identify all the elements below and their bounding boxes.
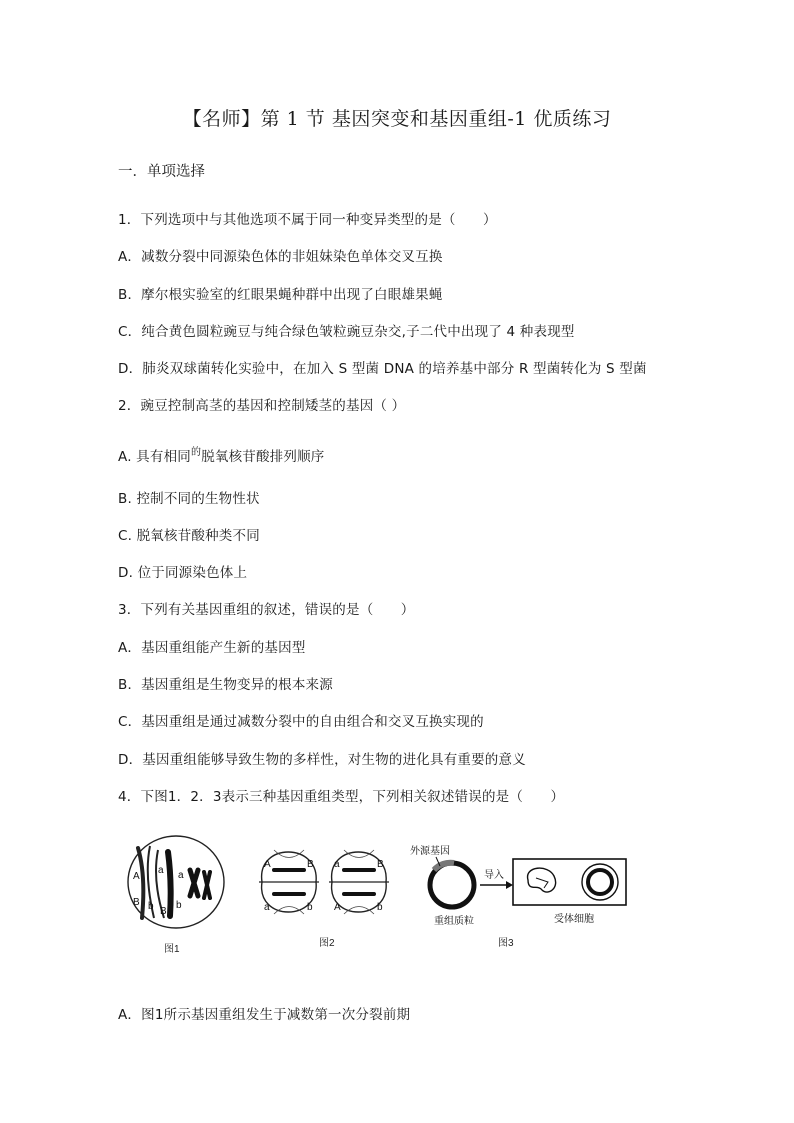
fig2-gene-label: a [334,859,340,870]
fig1-gene-label: A [133,871,140,882]
question-1-stem: 1．下列选项中与其他选项不属于同一种变异类型的是（ ） [118,212,497,228]
fig3-cell-detail [536,878,548,888]
fig2-gene-label: b [377,902,383,913]
fig3-import-label: 导入 [484,870,504,881]
fig2-gene-label: b [307,902,313,913]
figure-svg [124,830,644,970]
fig2-gene-label: A [264,859,271,870]
figure-2-caption: 图2 [319,938,335,949]
fig1-gene-label: B [133,897,140,908]
question-1-option-a: A．减数分裂中同源染色体的非姐妹染色单体交叉互换 [118,249,443,265]
section-heading: 一．单项选择 [118,164,205,180]
fig3-arrow-head [506,881,513,889]
fig3-plasmid-label: 重组质粒 [434,916,474,927]
question-3-option-b: B．基因重组是生物变异的根本来源 [118,677,333,693]
gene-recombination-figure [124,830,644,970]
question-1-option-c: C．纯合黄色圆粒豌豆与纯合绿色皱粒豌豆杂交,子二代中出现了 4 种表现型 [118,324,575,340]
question-3-option-d: D．基因重组能够导致生物的多样性，对生物的进化具有重要的意义 [118,752,526,768]
fig1-gene-label: a [178,870,184,881]
fig3-plasmid-in-cell [588,870,612,894]
option-a-text-pre: A. 具有相同 [118,449,191,465]
figure-1-caption: 图1 [164,944,180,955]
fig1-gene-label: b [148,901,154,912]
fig2-gene-label: B [307,859,314,870]
question-3-stem: 3．下列有关基因重组的叙述，错误的是（ ） [118,602,415,618]
figure-3 [410,844,626,949]
question-2-option-b: B. 控制不同的生物性状 [118,491,260,507]
option-a-superscript: 的 [190,447,202,458]
question-4-stem: 4．下图1．2．3表示三种基因重组类型，下列相关叙述错误的是（ ） [118,789,565,805]
question-1-option-d: D．肺炎双球菌转化实验中，在加入 S 型菌 DNA 的培养基中部分 R 型菌转化为 S 型菌 [118,361,647,377]
question-1-option-b: B．摩尔根实验室的红眼果蝇种群中出现了白眼雄果蝇 [118,287,443,303]
page-title: 【名师】第 1 节 基因突变和基因重组-1 优质练习 [182,108,612,130]
question-3-option-c: C．基因重组是通过减数分裂中的自由组合和交叉互换实现的 [118,714,484,730]
fig1-chromatid [168,852,171,916]
question-2-option-a [118,443,325,465]
fig2-gene-label: B [377,859,384,870]
question-4-option-a: A．图1所示基因重组发生于减数第一次分裂前期 [118,1007,411,1023]
question-2-stem: 2．豌豆控制高茎的基因和控制矮茎的基因（ ） [118,398,406,414]
figure-1 [128,836,224,955]
question-2-option-d: D. 位于同源染色体上 [118,565,248,581]
fig3-inserted-gene-segment [434,863,454,870]
question-3-option-a: A．基因重组能产生新的基因型 [118,640,306,656]
figure-2 [259,850,389,949]
question-2-option-c: C. 脱氧核苷酸种类不同 [118,528,260,544]
fig1-gene-label: a [158,865,164,876]
option-a-text-post: 脱氧核苷酸排列顺序 [201,449,325,465]
fig2-gene-label: A [334,902,341,913]
fig3-recipient-label: 受体细胞 [554,914,594,925]
fig1-gene-label: B [160,906,167,917]
fig2-gene-label: a [264,902,270,913]
fig3-foreign-gene-label: 外源基因 [410,846,450,857]
fig1-gene-label: b [176,900,182,911]
figure-3-caption: 图3 [498,938,514,949]
